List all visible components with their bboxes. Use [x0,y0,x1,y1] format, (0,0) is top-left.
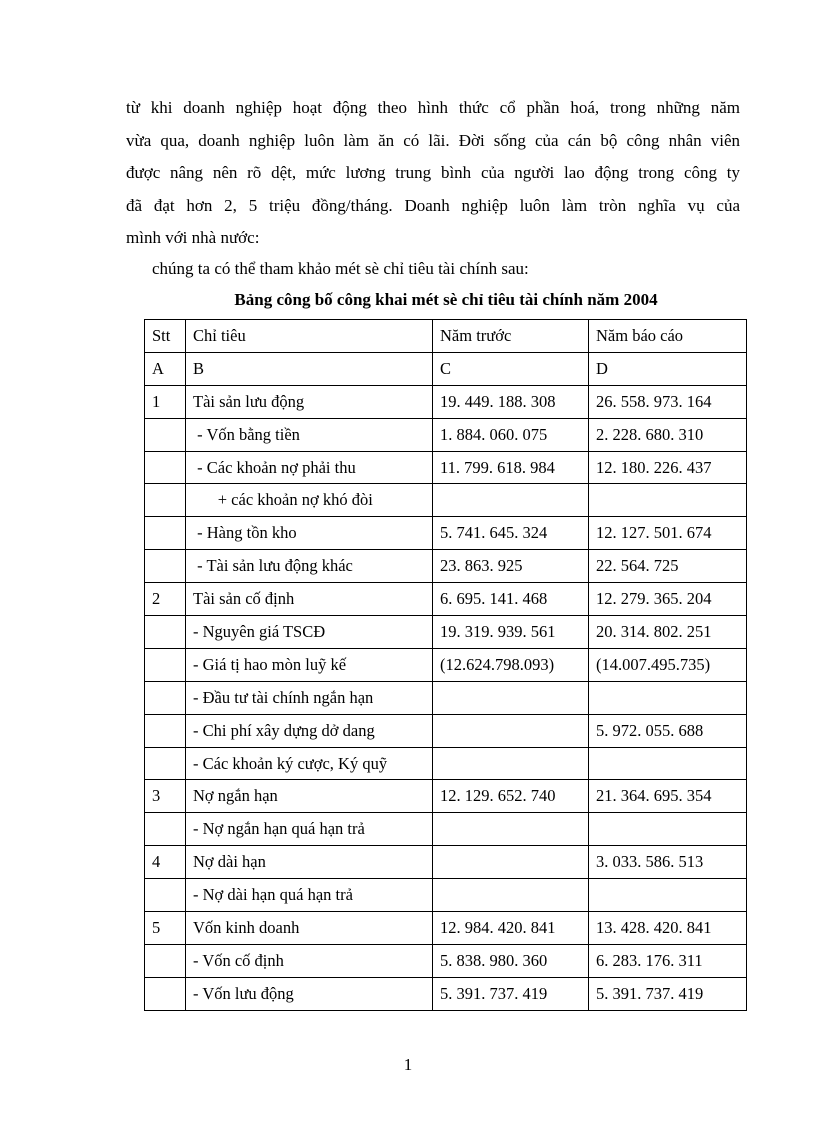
stt-cell [145,747,186,780]
table-row [145,879,747,912]
stt-cell [145,977,186,1010]
indicator-cell: - Đầu tư tài chính ngắn hạn [186,681,433,714]
table-header-row [145,320,747,353]
table-row [145,451,747,484]
stt-cell: 1 [145,385,186,418]
table-row [145,944,747,977]
previous-year-cell: 6. 695. 141. 468 [433,583,589,616]
report-year-cell: 13. 428. 420. 841 [589,912,747,945]
stt-cell [145,648,186,681]
table-row [145,352,747,385]
body-paragraph [126,92,740,255]
previous-year-cell: 5. 838. 980. 360 [433,944,589,977]
report-year-cell: 20. 314. 802. 251 [589,616,747,649]
report-year-cell [589,681,747,714]
report-year-cell [589,484,747,517]
table-row [145,517,747,550]
report-year-cell: D [589,352,747,385]
report-year-cell: 21. 364. 695. 354 [589,780,747,813]
indicator-cell: - Giá tị hao mòn luỹ kế [186,648,433,681]
header-cell-report-year: Năm báo cáo [589,320,747,353]
indicator-cell: Nợ ngắn hạn [186,780,433,813]
report-year-cell: 12. 180. 226. 437 [589,451,747,484]
table-row [145,846,747,879]
table-row [145,385,747,418]
indicator-cell: - Vốn cố định [186,944,433,977]
report-year-cell: (14.007.495.735) [589,648,747,681]
table-row [145,977,747,1010]
previous-year-cell: 5. 741. 645. 324 [433,517,589,550]
previous-year-cell [433,484,589,517]
table-title: Bảng công bố công khai mét sè chỉ tiêu tài chính năm 2004 [234,290,658,309]
report-year-cell: 12. 127. 501. 674 [589,517,747,550]
report-year-cell: 6. 283. 176. 311 [589,944,747,977]
stt-cell [145,714,186,747]
indicator-cell: B [186,352,433,385]
intro-sentence: chúng ta có thể tham khảo mét sè chỉ tiêu tài chính sau: [152,259,529,278]
report-year-cell: 5. 972. 055. 688 [589,714,747,747]
stt-cell [145,484,186,517]
previous-year-cell: 5. 391. 737. 419 [433,977,589,1010]
table-row [145,583,747,616]
report-year-cell: 22. 564. 725 [589,550,747,583]
indicator-cell: Vốn kinh doanh [186,912,433,945]
stt-cell: 3 [145,780,186,813]
report-year-cell: 2. 228. 680. 310 [589,418,747,451]
indicator-cell: Tài sản lưu động [186,385,433,418]
table-row [145,813,747,846]
previous-year-cell: 1. 884. 060. 075 [433,418,589,451]
stt-cell [145,616,186,649]
report-year-cell: 12. 279. 365. 204 [589,583,747,616]
indicator-cell: - Vốn bằng tiền [186,418,433,451]
stt-cell [145,879,186,912]
stt-cell [145,451,186,484]
stt-cell: A [145,352,186,385]
table-row [145,418,747,451]
page-number: 1 [403,1055,413,1074]
previous-year-cell [433,714,589,747]
previous-year-cell: 19. 449. 188. 308 [433,385,589,418]
stt-cell: 2 [145,583,186,616]
header-cell-indicator: Chỉ tiêu [186,320,433,353]
stt-cell [145,813,186,846]
indicator-cell: Tài sản cố định [186,583,433,616]
table-row [145,681,747,714]
report-year-cell: 26. 558. 973. 164 [589,385,747,418]
stt-cell [145,944,186,977]
table-row [145,616,747,649]
paragraph-line: vừa qua, doanh nghiệp luôn làm ăn có lãi. Đời sống của cán bộ công nhân viên [126,130,740,150]
paragraph-line: được nâng nên rõ dệt, mức lương trung bình của người lao động trong công ty [126,163,740,183]
previous-year-cell: 12. 984. 420. 841 [433,912,589,945]
stt-cell [145,550,186,583]
stt-cell [145,418,186,451]
table-row [145,484,747,517]
indicator-cell: - Các khoản nợ phải thu [186,451,433,484]
table-row [145,550,747,583]
previous-year-cell: 23. 863. 925 [433,550,589,583]
previous-year-cell [433,681,589,714]
previous-year-cell: 19. 319. 939. 561 [433,616,589,649]
indicator-cell: Nợ dài hạn [186,846,433,879]
previous-year-cell [433,879,589,912]
stt-cell [145,517,186,550]
paragraph-line: đã đạt hơn 2, 5 triệu đồng/tháng. Doanh nghiệp luôn làm tròn nghĩa vụ của [126,195,740,215]
previous-year-cell: (12.624.798.093) [433,648,589,681]
table-row [145,648,747,681]
indicator-cell: - Nợ ngắn hạn quá hạn trả [186,813,433,846]
stt-cell [145,681,186,714]
indicator-cell: - Chi phí xây dựng dở dang [186,714,433,747]
header-cell-stt: Stt [145,320,186,353]
financial-indicators-table [144,319,747,1011]
stt-cell: 5 [145,912,186,945]
previous-year-cell: C [433,352,589,385]
table-row [145,714,747,747]
indicator-cell: - Tài sản lưu động khác [186,550,433,583]
report-year-cell: 3. 033. 586. 513 [589,846,747,879]
paragraph-line: từ khi doanh nghiệp hoạt động theo hình thức cổ phần hoá, trong những năm [126,98,740,117]
report-year-cell [589,747,747,780]
indicator-cell: - Các khoản ký cược, Ký quỹ [186,747,433,780]
report-year-cell [589,813,747,846]
indicator-cell: - Nợ dài hạn quá hạn trả [186,879,433,912]
previous-year-cell [433,747,589,780]
indicator-cell: - Vốn lưu động [186,977,433,1010]
previous-year-cell: 11. 799. 618. 984 [433,451,589,484]
indicator-cell: - Nguyên giá TSCĐ [186,616,433,649]
indicator-cell: + các khoản nợ khó đòi [186,484,433,517]
report-year-cell: 5. 391. 737. 419 [589,977,747,1010]
previous-year-cell [433,813,589,846]
table-row [145,912,747,945]
paragraph-line: mình với nhà nước: [126,228,260,248]
report-year-cell [589,879,747,912]
table-row [145,747,747,780]
header-cell-previous-year: Năm trước [433,320,589,353]
indicator-cell: - Hàng tồn kho [186,517,433,550]
previous-year-cell: 12. 129. 652. 740 [433,780,589,813]
stt-cell: 4 [145,846,186,879]
table-row [145,780,747,813]
previous-year-cell [433,846,589,879]
